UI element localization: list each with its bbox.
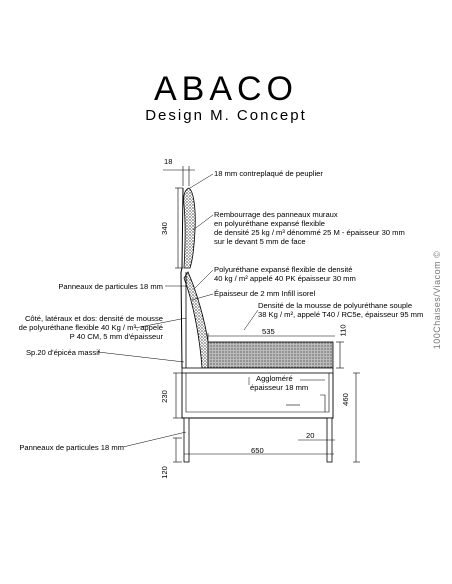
label-agglomere-1: Aggloméré	[256, 374, 293, 383]
dim-535: 535	[262, 327, 275, 336]
dim-230: 230	[159, 390, 169, 403]
copyright-credit: 100Chaises/Viacom ©	[432, 250, 442, 350]
dim-18: 18	[164, 157, 173, 166]
dim-340: 340	[159, 222, 169, 235]
label-panneaux-top: Panneaux de particules 18 mm	[58, 282, 163, 291]
label-panneaux-bottom: Panneaux de particules 18 mm	[19, 443, 124, 452]
label-contreplaque: 18 mm contreplaqué de peuplier	[214, 169, 323, 178]
label-polyurethane-1: Polyuréthane expansé flexible de densité	[214, 265, 353, 274]
label-rembourrage-1: Rembourrage des panneaux muraux	[214, 210, 338, 219]
rear-leg	[184, 418, 189, 462]
label-rembourrage-2: en polyuréthane expansé flexible	[214, 219, 326, 228]
label-rembourrage-3: de densité 25 kg / m³ dénommé 25 M - épaisseur 30 mm	[214, 228, 405, 237]
dim-120: 120	[159, 466, 169, 479]
label-cote-1: Côté, latéraux et dos: densité de mousse	[24, 314, 163, 323]
upper-backrest-cushion	[184, 188, 196, 268]
label-cote-2: de polyuréthane flexible 40 Kg / m³, appelé	[18, 323, 163, 332]
label-epaisseur: Épaisseur de 2 mm Infill isorel	[214, 289, 316, 298]
label-agglomere-2: épaisseur 18 mm	[250, 383, 309, 392]
label-rembourrage-4: sur le devant 5 mm de face	[214, 237, 306, 246]
seat-cushion	[208, 342, 333, 368]
back-frame	[181, 188, 183, 368]
dim-460: 460	[340, 393, 350, 406]
label-densite-2: 38 Kg / m², appelé T40 / RC5e, épaisseur 95 mm	[258, 310, 424, 319]
dim-20: 20	[306, 431, 315, 440]
label-densite-1: Densité de la mousse de polyuréthane souple	[258, 301, 413, 310]
label-cote-3: P 40 CM, 5 mm d'épaisseur	[69, 332, 163, 341]
dim-650: 650	[251, 446, 264, 455]
dim-110: 110	[338, 324, 348, 337]
seat-frame	[182, 368, 333, 373]
designer-subtitle: Design M. Concept	[145, 107, 307, 124]
brand-title: ABACO	[153, 70, 299, 108]
lower-backrest-cushion	[184, 272, 208, 368]
label-polyurethane-2: 40 kg / m² appelé 40 PK épaisseur 30 mm	[214, 274, 356, 283]
label-epicea: Sp.20 d'épicéa massif	[25, 348, 100, 357]
